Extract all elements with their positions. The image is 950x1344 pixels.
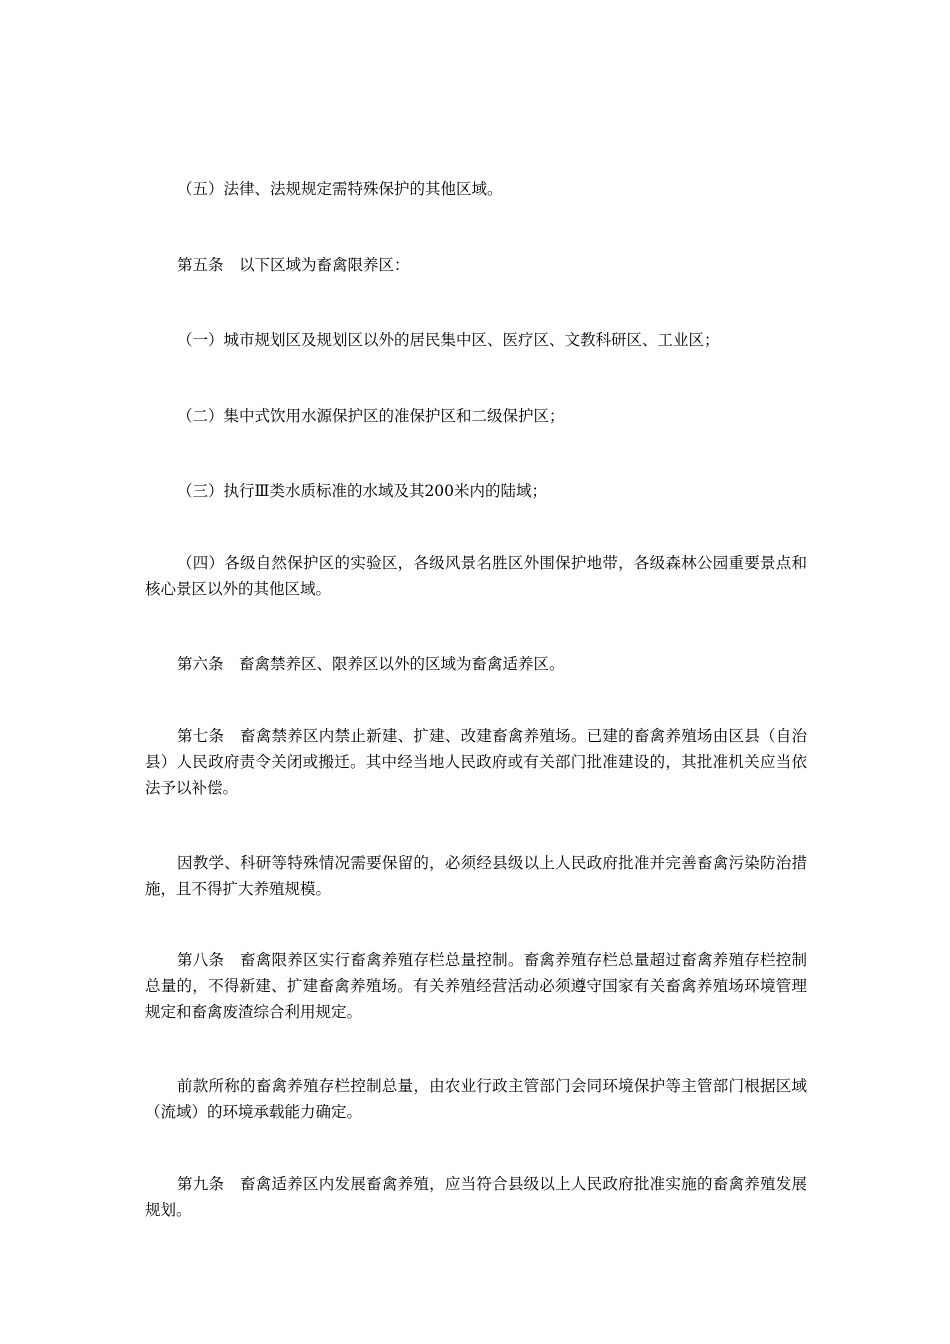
article-8: 第八条 畜禽限养区实行畜禽养殖存栏总量控制。畜禽养殖存栏总量超过畜禽养殖存栏控制总量的，不得新建、扩建畜禽养殖场。有关养殖经营活动必须遵守国家有关畜禽养殖场环境管理规定和畜禽废渣综合利用规定。 <box>145 951 807 1021</box>
article-8-total-definition: 前款所称的畜禽养殖存栏控制总量，由农业行政主管部门会同环境保护等主管部门根据区域（流域）的环境承载能力确定。 <box>145 1077 807 1121</box>
paragraph-item-1-urban-areas: （一）城市规划区及规划区以外的居民集中区、医疗区、文教科研区、工业区； <box>177 331 720 349</box>
article-5-heading: 第五条 以下区域为畜禽限养区： <box>177 256 410 274</box>
article-6: 第六条 畜禽禁养区、限养区以外的区域为畜禽适养区。 <box>177 655 565 673</box>
paragraph-item-4-nature-reserves: （四）各级自然保护区的实验区，各级风景名胜区外围保护地带，各级森林公园重要景点和核心景区以外的其他区域。 <box>145 554 807 598</box>
article-9: 第九条 畜禽适养区内发展畜禽养殖，应当符合县级以上人民政府批准实施的畜禽养殖发展规划。 <box>145 1175 807 1219</box>
paragraph-item-3-water-quality: （三）执行Ⅲ类水质标准的水域及其200米内的陆域； <box>177 482 548 500</box>
article-7: 第七条 畜禽禁养区内禁止新建、扩建、改建畜禽养殖场。已建的畜禽养殖场由区县（自治县）人民政府责令关闭或搬迁。其中经当地人民政府或有关部门批准建设的，其批准机关应当依法予以补偿。 <box>145 727 807 797</box>
paragraph-item-5-other-areas: （五）法律、法规规定需特殊保护的其他区域。 <box>177 180 503 198</box>
article-7-exception: 因教学、科研等特殊情况需要保留的，必须经县级以上人民政府批准并完善畜禽污染防治措施，且不得扩大养殖规模。 <box>145 854 807 898</box>
paragraph-item-2-water-source: （二）集中式饮用水源保护区的准保护区和二级保护区； <box>177 407 565 425</box>
